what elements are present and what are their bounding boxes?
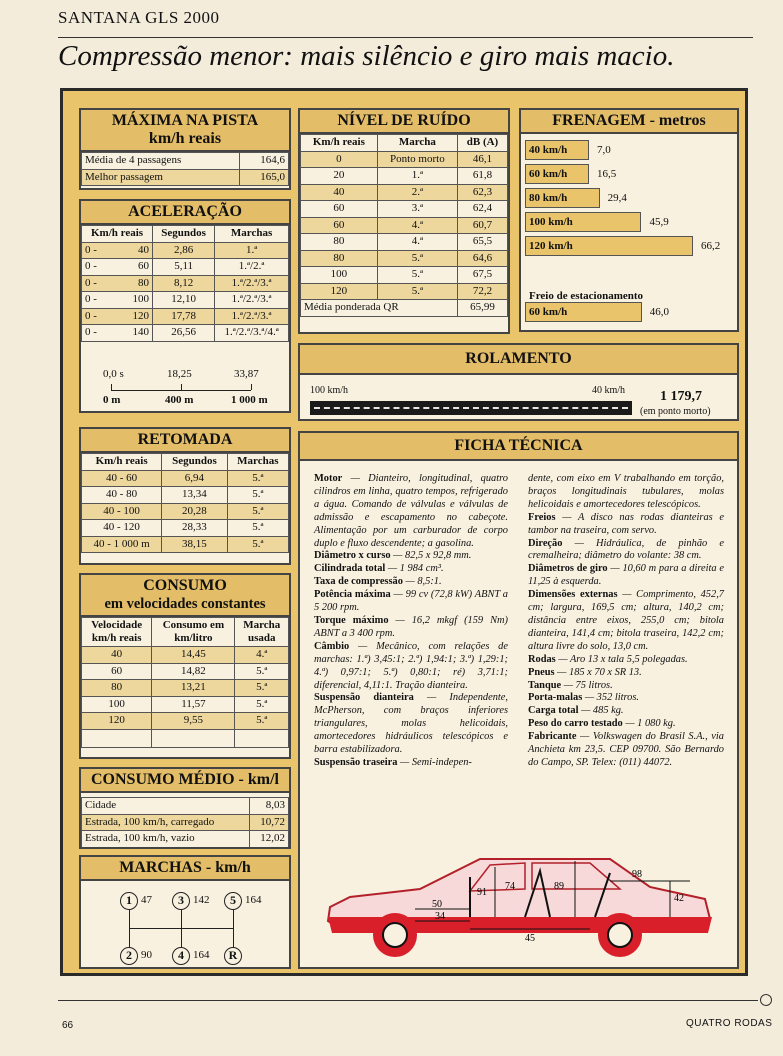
rolamento-road: [310, 401, 632, 415]
ruido-panel: [298, 108, 510, 334]
gear: 2.ª: [377, 184, 457, 201]
spec-entry: [314, 757, 508, 770]
speed: 80: [301, 234, 378, 251]
spec-value: — Dianteiro, longitudinal, quatro cilindros em linha, quatro tempos, refrigerado a água. Comando de válvulas e válvulas de admissão e escapamento no cabeçote. Alimentação por um carburador de corpo duplo e fluxo descendente; a gasolina.: [314, 473, 508, 549]
consumo-title: [81, 575, 289, 617]
decibels: 72,2: [457, 283, 507, 300]
condition-label: Cidade: [82, 798, 250, 815]
table-row: [301, 283, 508, 300]
distance-1000: 1 000 m: [231, 394, 268, 406]
spec-key: Taxa de compressão: [314, 576, 403, 588]
dim-label: 42: [674, 893, 684, 904]
col-header: [152, 618, 235, 647]
section-header: SANTANA GLS 2000: [58, 8, 220, 27]
decibels: 67,5: [457, 267, 507, 284]
frenagem-panel: [519, 108, 739, 332]
gears: 5.ª: [227, 520, 288, 537]
table-row: [82, 729, 289, 747]
spec-value: dente, com eixo em V trabalhando em torção, braços longitudinais tubulares, molas helicoidais e amortecedores telescópicos.: [528, 473, 724, 510]
brake-distance-label: 46,0: [649, 306, 669, 318]
seconds: 12,10: [153, 292, 215, 309]
seconds: 2,86: [153, 242, 215, 259]
spec-value: — 8,5:1.: [402, 576, 442, 588]
spec-entry: [528, 731, 724, 770]
weighted-average-label: Média ponderada QR: [301, 300, 458, 317]
spec-entry: [314, 563, 508, 576]
table-row: 0 - 60 5,11 1.ª/2.ª: [82, 259, 289, 276]
spec-value: — 82,5 x 92,8 mm.: [390, 550, 472, 562]
dim-label: 98: [632, 869, 642, 880]
col-header: dB (A): [457, 135, 507, 152]
table-row: [82, 696, 289, 713]
speed: 80: [82, 680, 152, 697]
spec-value: — Mecânico, com relações de marchas: 1.ª) 3,45:1; 2.ª) 1,94:1; 3.ª) 1,29:1; 4.ª) 0,97:1; 5.ª) 0,80:1; ré) 3,71:1; diferencial, 4,11:1. Tração dianteira.: [314, 640, 508, 691]
condition-label: Estrada, 100 km/h, carregado: [82, 814, 250, 831]
maxima-title-line1: MÁXIMA NA PISTA: [111, 112, 259, 129]
distance-0: 0 m: [103, 394, 121, 406]
gear: 5.ª: [377, 267, 457, 284]
speed: 0: [301, 151, 378, 168]
spec-key: Diâmetro x curso: [314, 550, 391, 562]
spec-key: Fabricante: [528, 731, 577, 743]
spec-entry: [314, 589, 508, 615]
dim-label: 45: [525, 933, 535, 944]
col-header: Km/h reais: [82, 454, 162, 471]
spec-entry: [314, 615, 508, 641]
magazine-name: QUATRO RODAS: [686, 1018, 773, 1029]
table-row: [82, 520, 289, 537]
time-1000m: 33,87: [234, 368, 259, 380]
seconds: 26,56: [153, 325, 215, 342]
parking-brake-label: Freio de estacionamento: [529, 290, 644, 302]
gear: 4.ª: [377, 234, 457, 251]
range-from: 0: [85, 243, 91, 256]
spec-entry: [528, 563, 724, 589]
spec-key: Tanque: [528, 679, 562, 691]
table-row: [82, 798, 289, 815]
brake-distance-label: 66,2: [701, 240, 721, 252]
spec-key: Câmbio: [314, 640, 350, 652]
speed: 100: [301, 267, 378, 284]
spec-entry: [528, 718, 724, 731]
maxima-value: 165,0: [240, 169, 289, 186]
spec-key: Carga total: [528, 705, 579, 717]
spec-value: — 99 cv (72,8 kW) ABNT a 5 200 rpm.: [314, 589, 509, 614]
range-to: 80: [138, 276, 150, 289]
retomada-table: [81, 453, 289, 553]
gear: 5.ª: [235, 663, 289, 680]
scale-tick: [251, 384, 252, 390]
seconds: 17,78: [153, 308, 215, 325]
ficha-title: FICHA TÉCNICA: [300, 433, 737, 461]
maxima-row: [82, 169, 289, 186]
gears: 5.ª: [227, 536, 288, 553]
table-row: [82, 470, 289, 487]
spec-value: — 10,60 m para a direita e 11,25 à esquerda.: [528, 563, 724, 588]
maxima-panel: [79, 108, 291, 190]
retomada-title: RETOMADA: [81, 429, 289, 453]
brake-distance-label: 7,0: [597, 144, 611, 156]
gear: 5.ª: [235, 680, 289, 697]
brake-bar: 60 km/h: [525, 302, 642, 322]
rolamento-note: (em ponto morto): [640, 406, 711, 417]
consumption: 13,21: [152, 680, 235, 697]
consumption: 14,82: [152, 663, 235, 680]
gear-2: 2: [120, 947, 138, 965]
gears: 1.ª/2.ª/3.ª/4.ª: [215, 325, 289, 342]
table-row: [82, 680, 289, 697]
gear: 3.ª: [377, 201, 457, 218]
table-row: [301, 201, 508, 218]
table-row: [301, 300, 508, 317]
spec-entry: [528, 692, 724, 705]
gear: 1.ª: [377, 168, 457, 185]
table-row: [82, 536, 289, 553]
brake-bar: 40 km/h: [525, 140, 589, 160]
consumo-title-line1: CONSUMO: [143, 577, 227, 594]
time-0: 0,0 s: [103, 368, 124, 380]
brake-distance-label: 45,9: [649, 216, 669, 228]
speed: 60: [82, 663, 152, 680]
spec-entry: [528, 512, 724, 538]
gear-reverse: R: [224, 947, 242, 965]
col-header: Marchas: [215, 226, 289, 243]
spec-entry: [314, 550, 508, 563]
seconds: 38,15: [162, 536, 227, 553]
frenagem-title: FRENAGEM - metros: [521, 110, 737, 134]
page-number: 66: [62, 1020, 74, 1031]
spec-key: Direção: [528, 537, 563, 549]
gears: 1.ª/2.ª/3.ª: [215, 308, 289, 325]
gear-1-speed: 47: [141, 894, 152, 906]
gears: 1.ª/2.ª: [215, 259, 289, 276]
spec-value: — A disco nas rodas dianteiras e tambor na traseira, com servo.: [528, 511, 724, 536]
spec-entry: [528, 538, 724, 564]
spec-entry: [314, 692, 508, 757]
spec-value: — Semi-indepen-: [397, 756, 472, 768]
scale-line: [111, 390, 251, 391]
spec-key: Freios: [528, 511, 556, 523]
table-row: [301, 168, 508, 185]
spec-value: — Volkswagen do Brasil S.A., via Anchieta km 23,5. CEP 09700. São Bernardo do Campo, SP. Telex: (011) 44072.: [528, 731, 724, 768]
spec-value: — 16,2 mkgf (159 Nm) ABNT a 3 400 rpm.: [314, 614, 508, 639]
gear-diagram: [81, 881, 289, 967]
table-row: [82, 831, 289, 848]
table-row: 0 - 140 26,56 1.ª/2.ª/3.ª/4.ª: [82, 325, 289, 342]
gear: 4.ª: [235, 647, 289, 664]
footer-rule: [58, 1000, 758, 1001]
table-row: [301, 151, 508, 168]
aceleracao-title: ACELERAÇÃO: [81, 201, 289, 225]
col-header: Marchas: [227, 454, 288, 471]
maxima-table: [81, 152, 289, 186]
gears: 1.ª: [215, 242, 289, 259]
brake-bar: 60 km/h: [525, 164, 589, 184]
dim-label: 50: [432, 899, 442, 910]
spec-key: Pneus: [528, 666, 555, 678]
col-header: Segundos: [162, 454, 227, 471]
gears: 5.ª: [227, 470, 288, 487]
spec-entry: [528, 705, 724, 718]
spec-entry: [528, 667, 724, 680]
col-header: Marcha: [377, 135, 457, 152]
front-wheel-hub: [383, 923, 407, 947]
distance-400: 400 m: [165, 394, 194, 406]
consumption: 9,55: [152, 713, 235, 730]
consumption: 11,57: [152, 696, 235, 713]
spec-key: Diâmetros de giro: [528, 563, 608, 575]
seconds: 5,11: [153, 259, 215, 276]
gears: 1.ª/2.ª/3.ª: [215, 292, 289, 309]
footer-circle-mark: [760, 994, 772, 1006]
table-row: 0 - 80 8,12 1.ª/2.ª/3.ª: [82, 275, 289, 292]
col-header-line: Velocidade: [91, 619, 143, 631]
speed: 80: [301, 250, 378, 267]
table-row: [82, 503, 289, 520]
spec-key: Cilindrada total: [314, 563, 386, 575]
table-row: [82, 487, 289, 504]
marchas-panel: [79, 855, 291, 969]
spec-entry: [314, 576, 508, 589]
range-from: 0: [85, 293, 91, 306]
brake-distance-label: 16,5: [597, 168, 617, 180]
consumption: 14,45: [152, 647, 235, 664]
rolamento-end-speed: 40 km/h: [592, 385, 626, 396]
gear: 4.ª: [377, 217, 457, 234]
spec-value: — Aro 13 x tala 5,5 polegadas.: [555, 653, 688, 665]
spec-key: Dimensões externas: [528, 589, 618, 601]
table-row: 0 - 100 12,10 1.ª/2.ª/3.ª: [82, 292, 289, 309]
spec-value: — 75 litros.: [561, 679, 613, 691]
ruido-title: NÍVEL DE RUÍDO: [300, 110, 508, 134]
range: 40 - 100: [82, 503, 162, 520]
gear-5: 5: [224, 892, 242, 910]
gears: 5.ª: [227, 487, 288, 504]
decibels: 46,1: [457, 151, 507, 168]
speed: 100: [82, 696, 152, 713]
spec-entry: [314, 473, 508, 550]
road-center-line: [314, 407, 628, 409]
decibels: 62,3: [457, 184, 507, 201]
range-to: 140: [132, 326, 150, 339]
ficha-column-2: [528, 473, 724, 770]
col-header: [82, 618, 152, 647]
time-400m: 18,25: [167, 368, 192, 380]
gear-3-speed: 142: [193, 894, 210, 906]
gear-4: 4: [172, 947, 190, 965]
table-row: [82, 814, 289, 831]
weighted-average-value: 65,99: [457, 300, 507, 317]
consumo-panel: [79, 573, 291, 759]
rolamento-title: ROLAMENTO: [300, 345, 737, 375]
condition-label: Estrada, 100 km/h, vazio: [82, 831, 250, 848]
range-to: 40: [138, 243, 150, 256]
maxima-title: [81, 110, 289, 152]
speed: 40: [82, 647, 152, 664]
col-header-line: km/litro: [174, 632, 213, 644]
range: 40 - 80: [82, 487, 162, 504]
brake-distance-label: 29,4: [607, 192, 627, 204]
maxima-row: [82, 153, 289, 170]
table-row: [301, 267, 508, 284]
car-diagram: [320, 837, 720, 967]
retomada-panel: [79, 427, 291, 565]
rolamento-panel: [298, 343, 739, 421]
range-from: 0: [85, 276, 91, 289]
table-row: [301, 217, 508, 234]
speed: 60: [301, 201, 378, 218]
consumo-table: [81, 617, 289, 748]
aceleracao-scale: [81, 366, 289, 411]
marchas-title: MARCHAS - km/h: [81, 857, 289, 881]
range-from: 0: [85, 309, 91, 322]
spec-key: Suspensão traseira: [314, 756, 398, 768]
consumo-medio-title: CONSUMO MÉDIO - km/l: [81, 769, 289, 793]
table-row: 0 - 120 17,78 1.ª/2.ª/3.ª: [82, 308, 289, 325]
col-header: [235, 618, 289, 647]
speed: 60: [301, 217, 378, 234]
col-header: Km/h reais: [301, 135, 378, 152]
rear-wheel-hub: [608, 923, 632, 947]
table-row: [82, 713, 289, 730]
brake-bar: 80 km/h: [525, 188, 600, 208]
article-headline: Compressão menor: mais silêncio e giro mais macio.: [58, 40, 675, 72]
range-from: 0: [85, 326, 91, 339]
col-header: Km/h reais: [82, 226, 153, 243]
spec-key: Porta-malas: [528, 692, 583, 704]
table-row: [301, 184, 508, 201]
spec-value: — 352 litros.: [582, 692, 640, 704]
table-row: 0 - 40 2,86 1.ª: [82, 242, 289, 259]
seconds: 8,12: [153, 275, 215, 292]
spec-entry: [528, 654, 724, 667]
consumo-medio-panel: [79, 767, 291, 849]
col-header-line: usada: [247, 632, 276, 644]
maxima-value: 164,6: [240, 153, 289, 170]
decibels: 60,7: [457, 217, 507, 234]
scale-tick: [181, 384, 182, 390]
spec-entry: [314, 641, 508, 693]
seconds: 28,33: [162, 520, 227, 537]
dim-label: 91: [477, 887, 487, 898]
range-to: 120: [132, 309, 150, 322]
maxima-label: Melhor passagem: [82, 169, 240, 186]
speed: 20: [301, 168, 378, 185]
dim-label: 34: [435, 911, 445, 922]
spec-key: Motor: [314, 473, 343, 484]
seconds: 6,94: [162, 470, 227, 487]
range-from: 0: [85, 260, 91, 273]
maxima-label: Média de 4 passagens: [82, 153, 240, 170]
range: 40 - 60: [82, 470, 162, 487]
seconds: 20,28: [162, 503, 227, 520]
spec-value: — 1 984 cm³.: [385, 563, 444, 575]
gear: Ponto morto: [377, 151, 457, 168]
decibels: 65,5: [457, 234, 507, 251]
gear: 5.ª: [377, 250, 457, 267]
consumo-medio-table: [81, 797, 289, 848]
brake-bar: 120 km/h: [525, 236, 693, 256]
condition-value: 10,72: [249, 814, 288, 831]
header-rule: [58, 37, 753, 38]
spec-value: — 185 x 70 x SR 13.: [554, 666, 642, 678]
range: 40 - 120: [82, 520, 162, 537]
gear-5-speed: 164: [245, 894, 262, 906]
spec-key: Potência máxima: [314, 589, 391, 601]
test-data-frame: [60, 88, 748, 976]
ficha-column-1: [314, 473, 508, 770]
speed: 40: [301, 184, 378, 201]
gear: 5.ª: [377, 283, 457, 300]
ruido-table: [300, 134, 508, 317]
range: 40 - 1 000 m: [82, 536, 162, 553]
spec-entry: [528, 589, 724, 654]
decibels: 62,4: [457, 201, 507, 218]
spec-key: Rodas: [528, 653, 556, 665]
gears: 1.ª/2.ª/3.ª: [215, 275, 289, 292]
col-header-line: km/h reais: [91, 632, 142, 644]
decibels: 61,8: [457, 168, 507, 185]
spec-key: Peso do carro testado: [528, 718, 623, 730]
scale-tick: [111, 384, 112, 390]
spec-key: Suspensão dianteira: [314, 692, 414, 704]
col-header-line: Marcha: [243, 619, 281, 631]
seconds: 13,34: [162, 487, 227, 504]
spec-entry: [528, 680, 724, 693]
spec-value: — 485 kg.: [578, 705, 624, 717]
gear: 5.ª: [235, 713, 289, 730]
maxima-title-line2: km/h reais: [148, 130, 222, 147]
spec-value: — Hidráulica, de pinhão e cremalheira; diâmetro do volante: 38 cm.: [528, 537, 724, 562]
ficha-panel: [298, 431, 739, 969]
gear-4-speed: 164: [193, 949, 210, 961]
range-to: 100: [132, 293, 150, 306]
range-to: 60: [138, 260, 150, 273]
spec-value: — 1 080 kg.: [622, 718, 676, 730]
rolamento-distance: 1 179,7: [660, 389, 702, 404]
spec-key: Torque máximo: [314, 614, 389, 626]
gear-2-speed: 90: [141, 949, 152, 961]
gears: 5.ª: [227, 503, 288, 520]
col-header: Segundos: [153, 226, 215, 243]
aceleracao-panel: [79, 199, 291, 413]
rolamento-start-speed: 100 km/h: [310, 385, 349, 396]
dim-label: 89: [554, 881, 564, 892]
table-row: [82, 663, 289, 680]
table-row: [301, 250, 508, 267]
gear: 5.ª: [235, 696, 289, 713]
gear-1: 1: [120, 892, 138, 910]
spec-entry: [528, 473, 724, 512]
table-row: [82, 647, 289, 664]
col-header-line: Consumo em: [162, 619, 225, 631]
condition-value: 8,03: [249, 798, 288, 815]
aceleracao-table: [81, 225, 289, 342]
speed: 120: [82, 713, 152, 730]
table-row: [301, 234, 508, 251]
dim-label: 74: [505, 881, 515, 892]
condition-value: 12,02: [249, 831, 288, 848]
spec-value: — Comprimento, 452,7 cm; largura, 169,5 cm; altura, 140,2 cm; distância entre eixos, 255,0 cm; bitola dianteira, 141,4 cm; bitola traseira, 142,2 cm; altura livre do solo, 13,0 cm.: [528, 589, 724, 652]
spec-value: — Independente, McPherson, com braços inferiores triangulares, molas helicoidais, amortecedores hidráulicos telescópicos e barra estabilizadora.: [314, 692, 508, 756]
speed: 120: [301, 283, 378, 300]
decibels: 64,6: [457, 250, 507, 267]
consumo-title-line2: em velocidades constantes: [104, 596, 266, 612]
gear-3: 3: [172, 892, 190, 910]
brake-bar: 100 km/h: [525, 212, 641, 232]
